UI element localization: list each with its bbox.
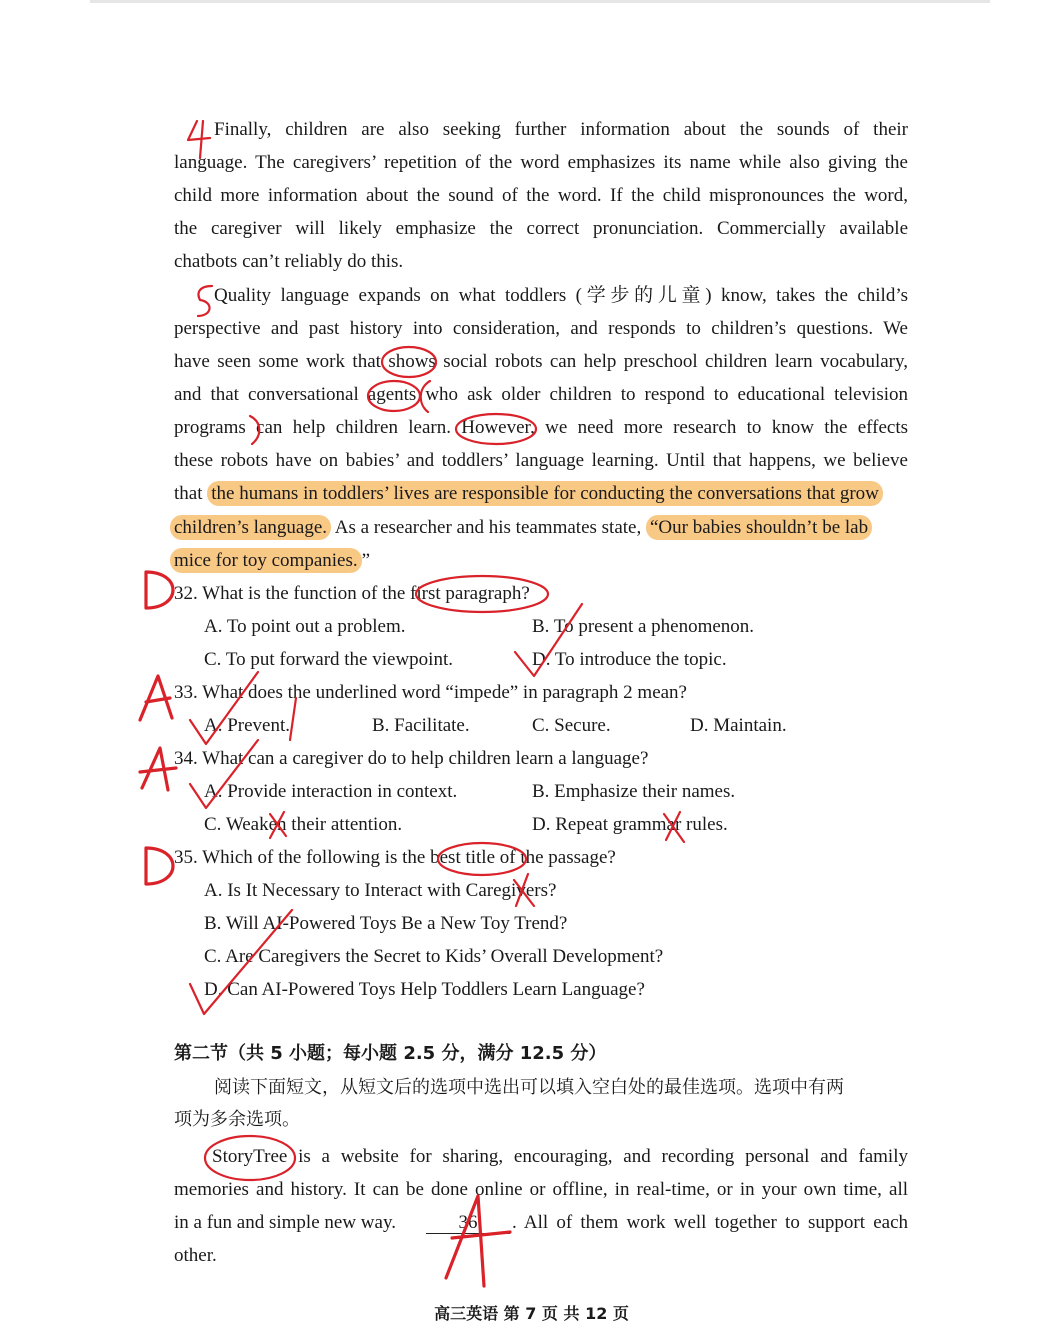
question-32-option-b: B. To present a phenomenon. <box>532 616 755 637</box>
blank-number: 36 <box>458 1212 478 1233</box>
p4-line-1: Finally, children are also seeking further information about the sounds of their <box>214 119 908 140</box>
p5-line-1: Quality language expands on what toddlers (学步的儿童) know, takes the child’s <box>214 285 908 306</box>
page-footer: 高三英语 第 7 页 共 12 页 <box>434 1304 629 1323</box>
question-32-stem: 32. What is the function of the first paragraph? <box>174 583 530 604</box>
question-34-option-d: D. Repeat grammar rules. <box>532 814 728 835</box>
question-32-option-d: D. To introduce the topic. <box>532 649 727 670</box>
p5-line-7 <box>174 482 883 508</box>
paragraph-number-5-mark <box>198 286 212 316</box>
question-35-option-d: D. Can AI-Powered Toys Help Toddlers Learn Language? <box>204 979 645 1000</box>
p4-line-2: language. The caregivers’ repetition of the word emphasizes its name while also giving the <box>174 152 908 173</box>
section-2-title: 第二节（共 5 小题；每小题 2.5 分，满分 12.5 分） <box>174 1043 607 1064</box>
question-35-stem: 35. Which of the following is the best title of the passage? <box>174 847 616 868</box>
page-top-edge <box>90 0 990 3</box>
question-34-option-c: C. Weaken their attention. <box>204 814 403 835</box>
storytree-line-3-start: in a fun and simple new way. <box>174 1212 396 1233</box>
section-2-instruction-2: 项为多余选项。 <box>174 1109 300 1130</box>
answer-mark-q36-a <box>446 1196 510 1286</box>
question-34-option-b: B. Emphasize their names. <box>532 781 736 802</box>
p5-line-4: and that conversational agents who ask older children to respond to educational television <box>174 384 908 405</box>
p4-line-3: child more information about the sound of the word. If the child mispronounces the word, <box>174 185 908 206</box>
question-35-option-a: A. Is It Necessary to Interact with Caregivers? <box>204 880 557 901</box>
p5-line-6: these robots have on babies’ and toddlers’ language learning. Until that happens, we believe <box>174 450 908 471</box>
highlight-span: the humans in toddlers’ lives are responsible for conducting the conversations that grow <box>207 481 883 506</box>
storytree-line-2: memories and history. It can be done online or offline, in real-time, or in your own time, all <box>174 1179 908 1200</box>
highlight-span: mice for toy companies. <box>170 548 362 573</box>
question-33-option-b: B. Facilitate. <box>372 715 470 736</box>
question-35-option-b: B. Will AI-Powered Toys Be a New Toy Trend? <box>204 913 568 934</box>
answer-mark-q35-d <box>146 848 173 884</box>
p5-line-5: programs can help children learn. However, we need more research to know the effects <box>174 417 908 438</box>
p4-line-5: chatbots can’t reliably do this. <box>174 251 404 272</box>
question-35-option-c: C. Are Caregivers the Secret to Kids’ Overall Development? <box>204 946 664 967</box>
p5-line-8 <box>170 516 872 542</box>
blank-36 <box>426 1211 510 1234</box>
question-33-stem: 33. What does the underlined word “impede” in paragraph 2 mean? <box>174 682 687 703</box>
section-2-instruction-1: 阅读下面短文，从短文后的选项中选出可以填入空白处的最佳选项。选项中有两 <box>214 1077 844 1098</box>
question-32-option-c: C. To put forward the viewpoint. <box>204 649 453 670</box>
storytree-line-4: other. <box>174 1245 217 1266</box>
answer-mark-q34-a <box>140 748 176 790</box>
question-34-stem: 34. What can a caregiver do to help children learn a language? <box>174 748 649 769</box>
text-run: that <box>174 483 208 504</box>
question-33-option-d: D. Maintain. <box>690 715 787 736</box>
answer-mark-q32-d <box>146 572 173 608</box>
p5-line-9 <box>170 549 370 575</box>
question-33-option-a: A. Prevent. <box>204 715 291 736</box>
question-32-option-a: A. To point out a problem. <box>204 616 406 637</box>
question-34-option-a: A. Provide interaction in context. <box>204 781 458 802</box>
storytree-line-1: StoryTree is a website for sharing, encouraging, and recording personal and family <box>212 1146 908 1167</box>
question-33-option-c: C. Secure. <box>532 715 611 736</box>
p5-line-3: have seen some work that shows social robots can help preschool children learn vocabulary, <box>174 351 908 372</box>
answer-mark-q33-a <box>140 676 172 720</box>
storytree-line-3-end: . All of them work well together to support each <box>512 1212 908 1233</box>
text-run: ” <box>361 550 371 571</box>
highlight-span: “Our babies shouldn’t be lab <box>646 515 872 540</box>
p4-line-4: the caregiver will likely emphasize the correct pronunciation. Commercially available <box>174 218 908 239</box>
highlight-span: children’s language. <box>170 515 331 540</box>
p5-line-2: perspective and past history into consideration, and responds to children’s questions. We <box>174 318 908 339</box>
text-run: As a researcher and his teammates state, <box>331 517 646 538</box>
